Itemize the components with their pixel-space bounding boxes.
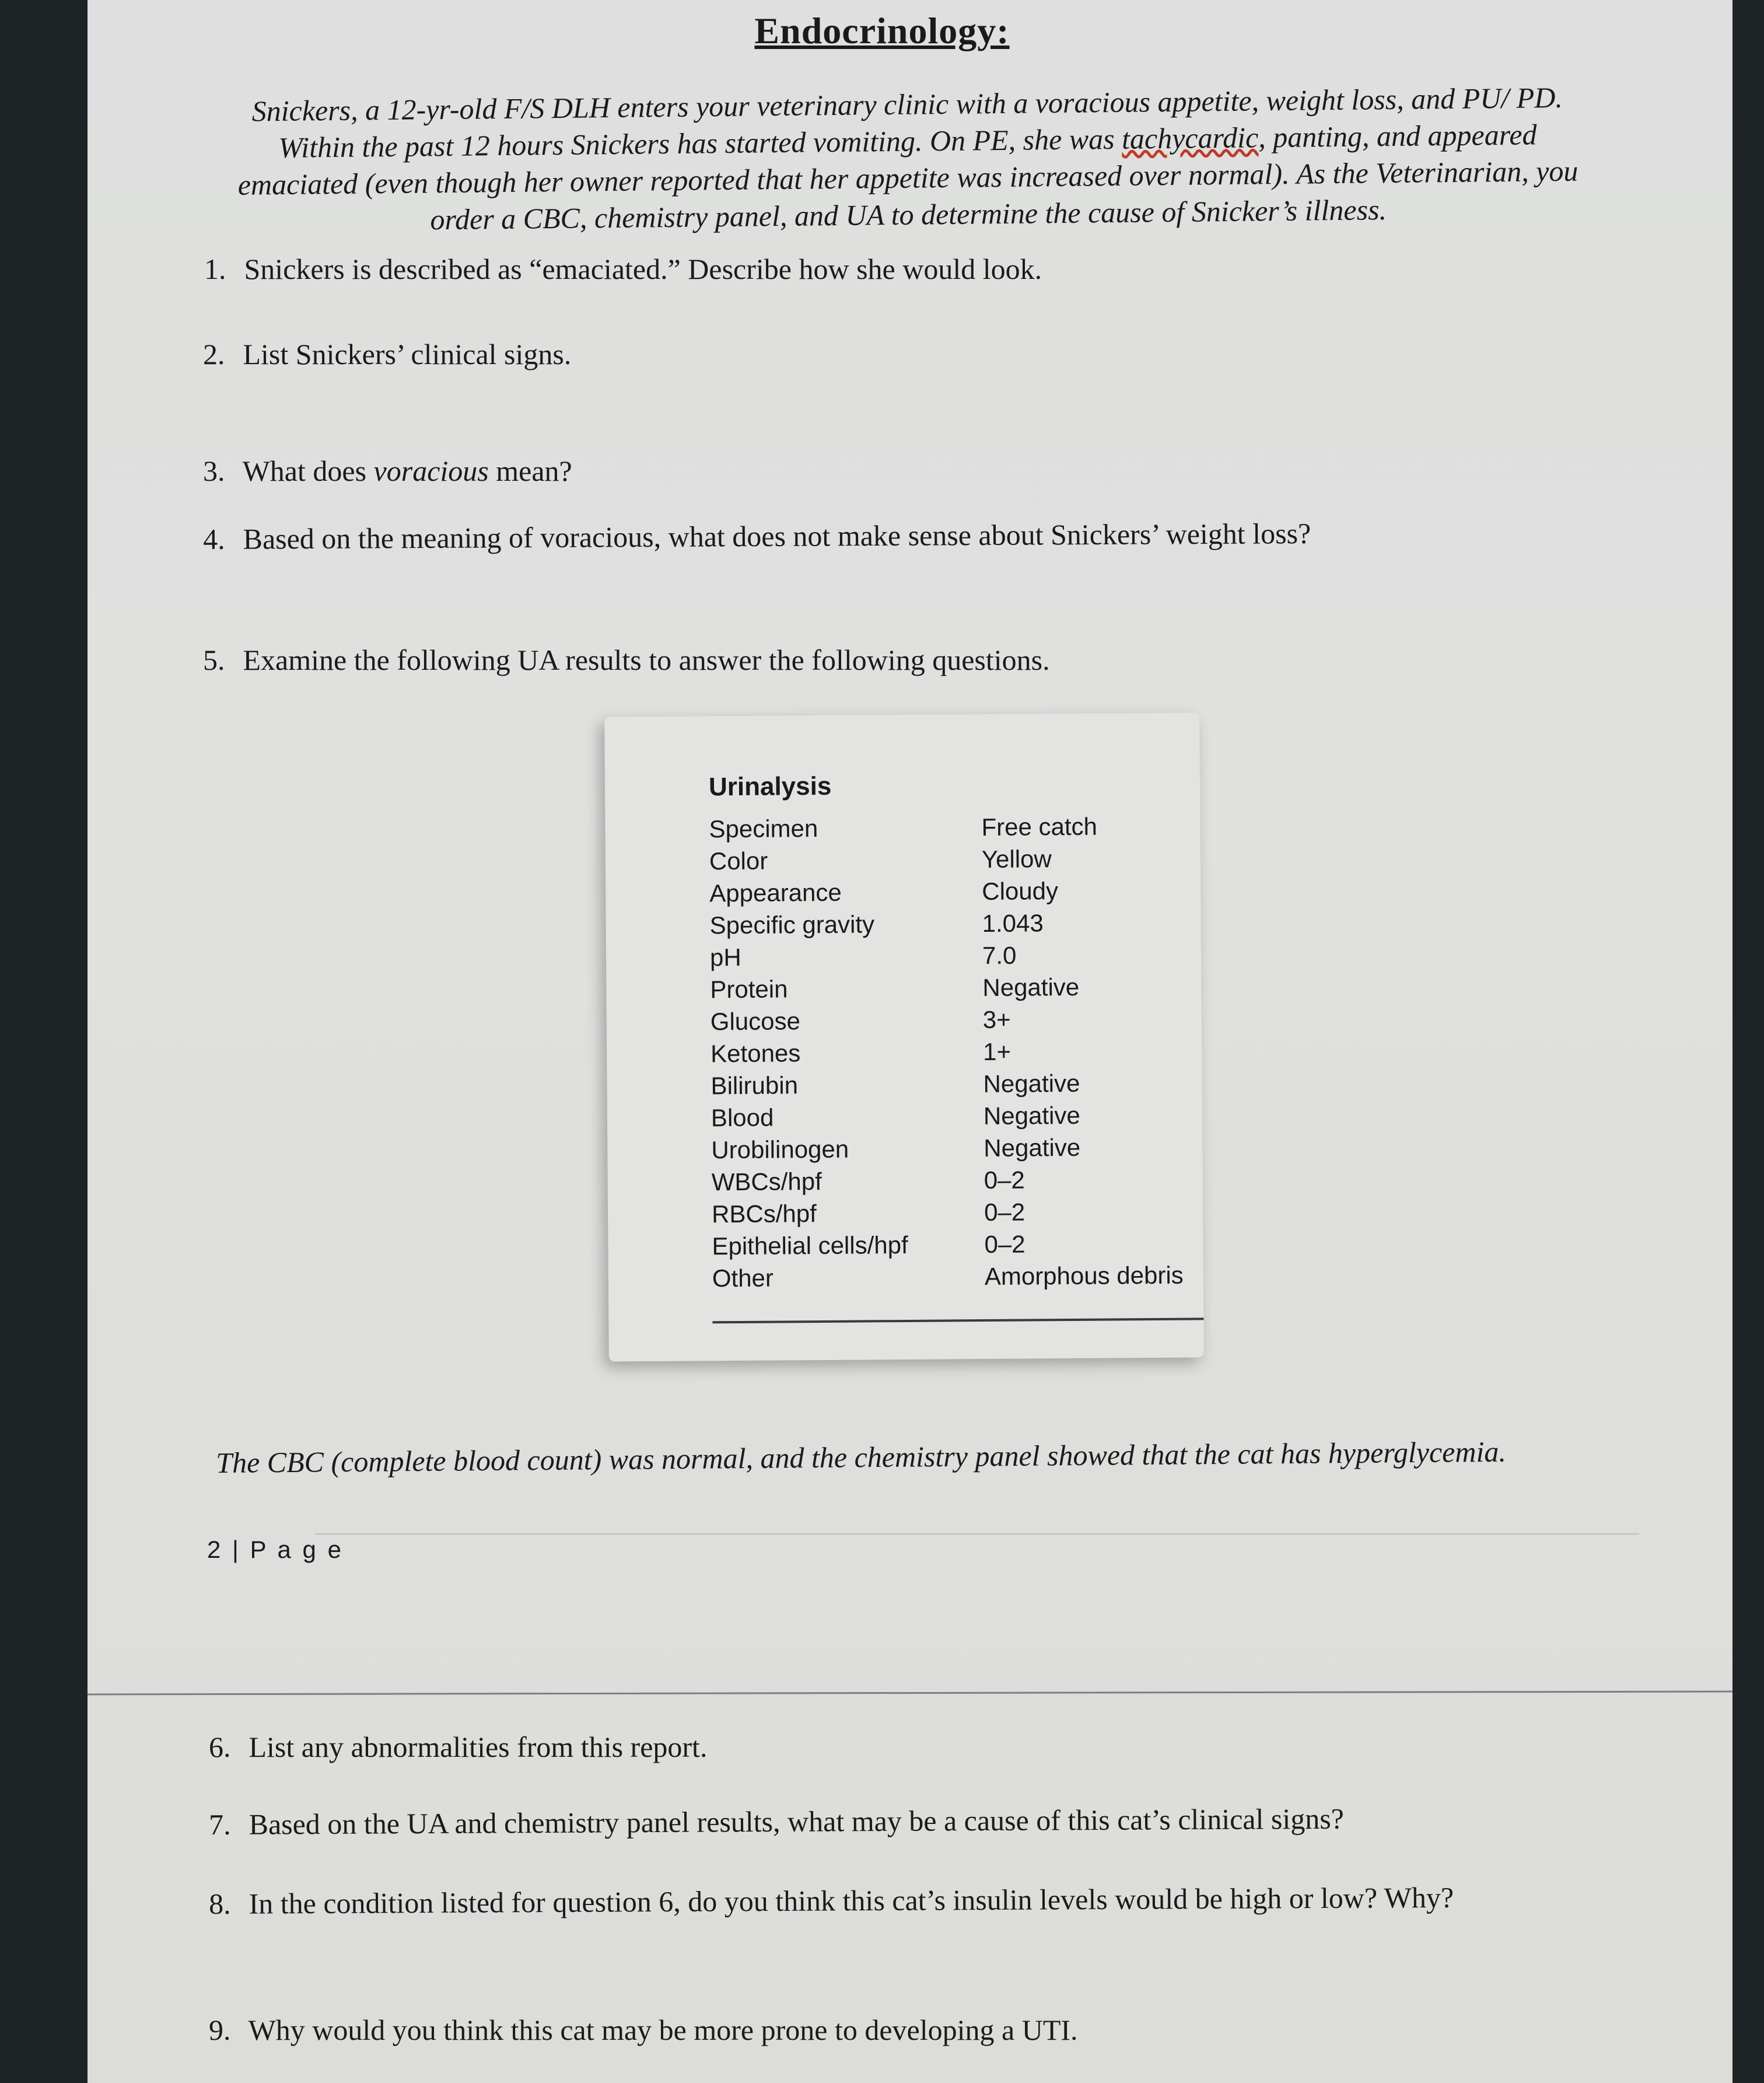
urinalysis-row [710,1005,1189,1040]
urinalysis-value: Amorphous debris [984,1261,1184,1291]
urinalysis-label: Bilirubin [710,1071,799,1100]
urinalysis-row [709,844,1188,880]
question-9 [209,2013,1078,2047]
question-number: 6. [209,1731,231,1763]
urinalysis-value: 0–2 [984,1230,1026,1259]
urinalysis-row [711,1133,1189,1169]
question-number: 3. [203,455,225,487]
urinalysis-row [712,1261,1191,1297]
urinalysis-row [711,1101,1189,1137]
urinalysis-label: Ketones [710,1039,801,1068]
question-4 [203,516,1311,556]
urinalysis-label: WBCs/hpf [711,1167,822,1196]
question-text: List Snickers’ clinical signs. [243,338,572,371]
page-number: 2 | P a g e [207,1536,344,1563]
urinalysis-label: Blood [710,1103,774,1132]
question-text-italic: voracious [373,455,489,487]
urinalysis-label: Protein [710,975,788,1004]
urinalysis-value: Yellow [981,845,1052,873]
urinalysis-value: 7.0 [982,941,1017,970]
urinalysis-label: Appearance [709,878,842,907]
urinalysis-value: Negative [984,1133,1081,1162]
urinalysis-row [712,1197,1190,1233]
urinalysis-bottom-rule [712,1317,1203,1323]
question-5 [203,643,1050,677]
question-text: In the condition listed for question 6, do you think this cat’s insulin levels would be high or low? Why? [249,1881,1454,1920]
question-number: 5. [203,644,225,676]
question-number: 2. [203,338,225,371]
urinalysis-value: 3+ [982,1005,1011,1034]
urinalysis-row [710,973,1188,1008]
urinalysis-value: 0–2 [984,1166,1025,1194]
intro-text-start: Snickers, a 12-yr-old F/S DLH enters your veterinary clinic with a voracious appetite, weight loss, and PU/ PD. Within the past 12 hours Snickers has started vomiting. On PE, she was [251,81,1563,164]
urinalysis-row [710,1069,1189,1105]
question-number: 7. [209,1808,231,1841]
question-text: Snickers is described as “emaciated.” Describe how she would look. [244,253,1042,285]
page-title: Endocrinology: [754,10,1010,51]
urinalysis-results-card [604,712,1204,1361]
cbc-chemistry-note: The CBC (complete blood count) was normal, and the chemistry panel showed that the cat has hyperglycemia. [216,1435,1507,1479]
urinalysis-value: 0–2 [984,1198,1026,1226]
question-text: What does [242,455,374,487]
urinalysis-label: Glucose [710,1007,801,1036]
urinalysis-label: Specimen [709,815,818,843]
urinalysis-row [712,1229,1190,1265]
urinalysis-label: Color [709,847,768,875]
urinalysis-row [710,1037,1189,1072]
urinalysis-value: Negative [983,1069,1080,1098]
question-text: List any abnormalities from this report. [249,1731,708,1763]
footer-divider [315,1533,1639,1535]
urinalysis-label: Epithelial cells/hpf [712,1231,908,1260]
urinalysis-value: 1.043 [982,909,1044,938]
question-text: Examine the following UA results to answer the following questions. [243,644,1050,676]
intro-text-end: , panting, and appeared emaciated (even though her owner reported that her appetite was increased over normal). As the Veterinarian, you order a CBC, chemistry panel, and UA to determine the cause of Snicker’s illness. [237,118,1578,236]
case-intro-paragraph [222,79,1594,240]
question-number: 8. [209,1887,231,1920]
question-1 [204,252,1042,286]
urinalysis-row [710,941,1188,976]
urinalysis-row [709,908,1188,944]
question-number: 9. [209,2014,231,2046]
urinalysis-title: Urinalysis [708,771,832,802]
urinalysis-label: pH [709,943,741,971]
urinalysis-value: 1+ [983,1037,1012,1066]
question-3 [203,454,572,488]
question-text: Why would you think this cat may be more prone to developing a UTI. [248,2014,1078,2046]
question-text: Based on the UA and chemistry panel results, what may be a cause of this cat’s clinical signs? [249,1802,1345,1841]
question-2 [203,337,571,371]
question-7 [209,1802,1344,1841]
question-text: Based on the meaning of voracious, what does not make sense about Snickers’ weight loss? [243,517,1311,555]
question-number: 4. [203,522,225,555]
urinalysis-value: Negative [983,1101,1080,1130]
urinalysis-row [712,1165,1190,1201]
urinalysis-label: RBCs/hpf [711,1200,817,1228]
urinalysis-row [709,876,1188,912]
urinalysis-label: Urobilinogen [711,1135,849,1164]
question-8 [209,1881,1454,1921]
question-text: mean? [488,455,572,487]
urinalysis-value: Free catch [981,812,1098,841]
urinalysis-label: Specific gravity [709,910,875,939]
urinalysis-label: Other [712,1264,774,1292]
urinalysis-row [709,812,1187,848]
urinalysis-value: Negative [982,973,1080,1002]
question-6 [209,1730,707,1764]
urinalysis-value: Cloudy [982,877,1059,906]
question-number: 1. [204,253,226,285]
intro-text-underlined: tachycardic [1121,121,1259,155]
